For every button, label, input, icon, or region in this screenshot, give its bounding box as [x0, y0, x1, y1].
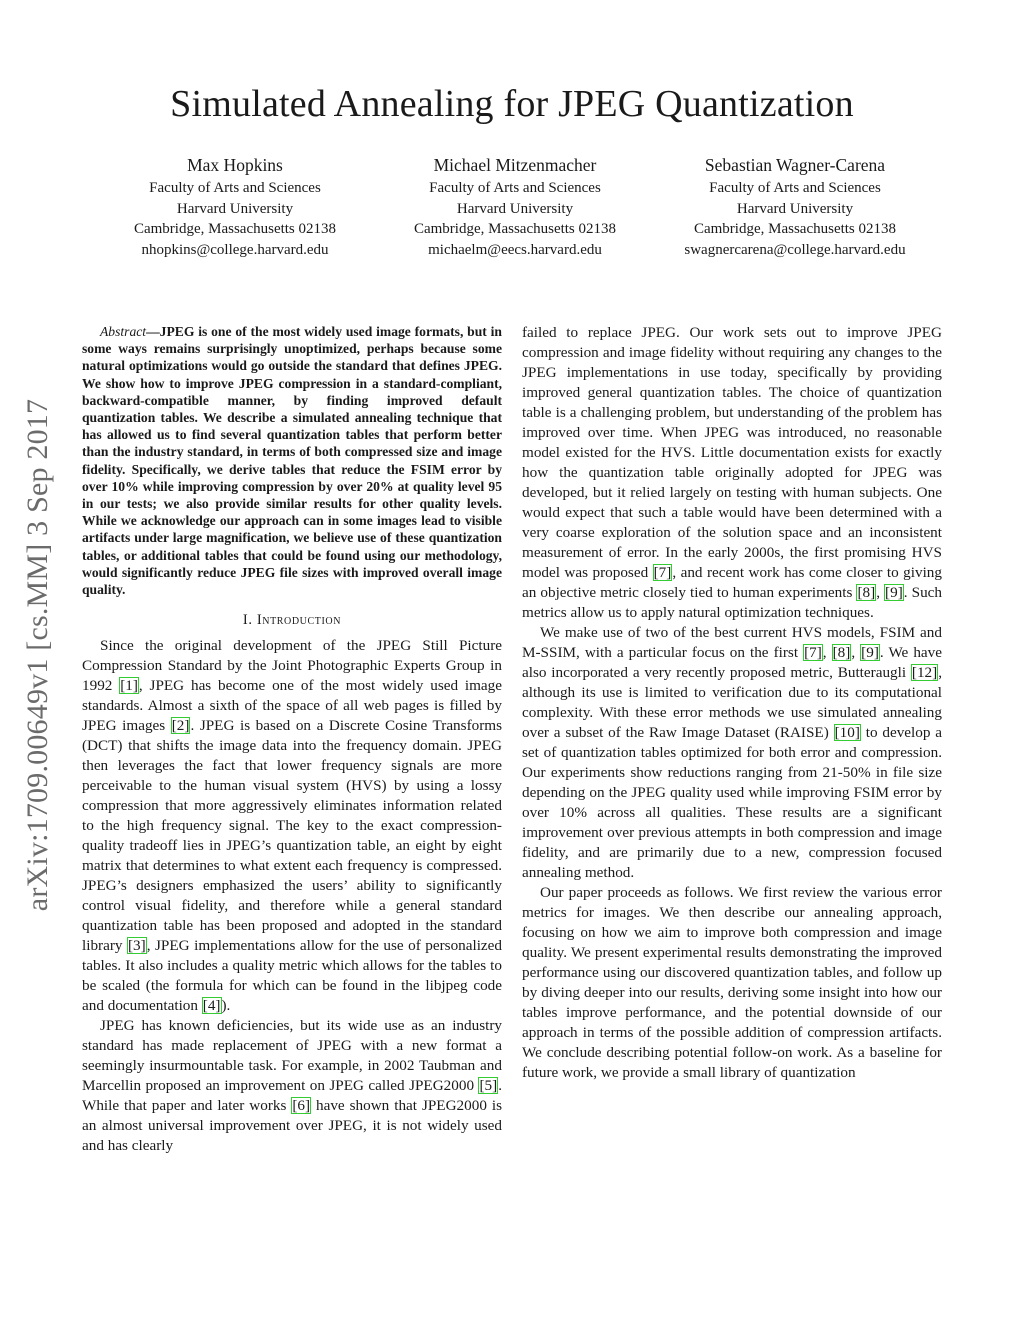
author-name: Michael Mitzenmacher	[433, 155, 597, 175]
author-university: Harvard University	[736, 200, 854, 217]
author-3	[655, 152, 935, 260]
intro-paragraph-2	[82, 1016, 502, 1156]
citation-link[interactable]: [1]	[120, 677, 138, 695]
citation-link[interactable]: [7]	[653, 564, 672, 581]
section-number: I.	[242, 612, 253, 629]
author-name: Sebastian Wagner-Carena	[704, 155, 886, 175]
citation-link[interactable]: [12]	[911, 664, 938, 681]
text-run: , JPEG has become one of the most widely used image standards. Almost a sixth of the space of all web pages is filled by JPEG images	[82, 677, 502, 735]
citation-link[interactable]: [9]	[861, 644, 879, 661]
author-2	[375, 152, 655, 260]
text-run: ,	[822, 644, 832, 661]
section-heading	[82, 610, 502, 630]
citation-link[interactable]: [8]	[832, 644, 851, 661]
text-run: ,	[851, 644, 861, 661]
text-run: Since the original development of the JPEG Still Picture Compression Standard by the Joint Photographic Experts Group in 1992	[82, 637, 502, 695]
author-email: nhopkins@college.harvard.edu	[141, 241, 329, 258]
citation-link[interactable]: [9]	[885, 584, 903, 601]
intro-paragraph-5: Our paper proceeds as follows. We first review the various error metrics for images. We then describe our annealing approach, focusing on how we aim to improve both compression and image quality. We present experimental results demonstrating the improved performance using our discovered quantization tables, and follow up by diving deeper into our results, deriving some insight into how our tables improve performance, and the potential downside of our approach in terms of the possible addition of compression artifacts. We conclude describing potential follow-on work. As a baseline for future work, we provide a small library of quantization	[522, 884, 942, 1081]
citation-link[interactable]: [6]	[292, 1097, 311, 1115]
text-run: to develop a set of quantization tables optimized for both error and compression. Our experiments show reductions ranging from 21-50% in file size depending on the JPEG quality used while improving FSIM error by over 10% across all qualities. These results are a significant improvement over previous attempts in both compression and image fidelity, and are primarily due to a new, compression focused annealing method.	[522, 724, 942, 881]
abstract-text: —JPEG is one of the most widely used image formats, but in some ways remains surprisingly unoptimized, perhaps because some natural optimizations would go outside the standard that defines JPEG. We show how to improve JPEG compression in a standard-compliant, backward-compatible manner, by finding improved default quantization tables. We describe a simulated annealing technique that has allowed us to find several quantization tables that perform better than the industry standard, in terms of both compressed size and image fidelity. Specifically, we derive tables that reduce the FSIM error by over 10% while improving compression by over 20% at quality level 95 in our tests; we also provide similar results for other quality levels. While we acknowledge our approach can in some images lead to visible artifacts under large magnification, we believe use of these quantization tables, or additional tables that could be found using our methodology, would significantly reduce JPEG file sizes with improved overall image quality.	[82, 324, 502, 598]
author-address: Cambridge, Massachusetts 02138	[413, 221, 617, 237]
abstract	[82, 323, 502, 598]
section-title: Introduction	[256, 612, 342, 629]
text-run: , JPEG implementations allow for the use of personalized tables. It also includes a quality metric which allows for the tables to be scaled (the formula for which can be found in the libjpeg code and documentation	[82, 937, 503, 1015]
citation-link[interactable]: [8]	[857, 584, 876, 601]
citation-link[interactable]: [5]	[479, 1077, 498, 1095]
text-run: have shown that JPEG2000 is an almost universal improvement over JPEG, it is not widely used and has clearly	[82, 1097, 502, 1155]
abstract-label: Abstract	[100, 324, 147, 339]
author-university: Harvard University	[176, 200, 294, 217]
intro-paragraph-4	[522, 623, 942, 883]
author-block	[95, 152, 935, 260]
arxiv-sidebar	[12, 350, 64, 960]
author-1	[95, 152, 375, 260]
left-column	[82, 323, 502, 1156]
author-email: swagnercarena@college.harvard.edu	[684, 241, 906, 258]
citation-link[interactable]: [2]	[171, 717, 190, 735]
author-university: Harvard University	[456, 200, 574, 217]
intro-paragraph-1	[82, 636, 502, 1016]
citation-link[interactable]: [3]	[128, 937, 146, 955]
citation-link[interactable]: [10]	[834, 724, 860, 741]
text-run: , although its use is limited to verification due to its computational complexity. With these error methods we use simulated annealing over a subset of the Raw Image Dataset (RAISE)	[522, 664, 942, 741]
text-run: We make use of two of the best current HVS models, FSIM and M-SSIM, with a particular focus on the first	[522, 624, 942, 661]
text-run: . JPEG is based on a Discrete Cosine Transforms (DCT) that shifts the image data into the frequency domain. JPEG then leverages the fact that lower frequency signals are more perceivable to the human visual system (HVS) by using a lossy compression that more aggressively eliminates information related to the high frequency signal. The key to the exact compression-quality tradeoff lies in JPEG’s quantization table, an eight by eight matrix that determines to what extent each frequency is compressed. JPEG’s designers emphasized the users’ ability to significantly control visual fidelity, and therefore while a general standard quantization table has been proposed and adopted in the standard library	[82, 717, 502, 955]
text-run: , and recent work has come closer to giving an objective metric closely tied to human experiments	[522, 564, 942, 601]
author-address: Cambridge, Massachusetts 02138	[693, 221, 897, 237]
author-affiliation: Faculty of Arts and Sciences	[149, 180, 321, 196]
paper-title: Simulated Annealing for JPEG Quantization	[170, 83, 854, 125]
text-run: . We have also incorporated a very recently proposed metric, Butteraugli	[522, 644, 942, 681]
right-column	[522, 323, 942, 1083]
text-run: ).	[221, 997, 231, 1015]
arxiv-identifier: arXiv:1709.00649v1 [cs.MM] 3 Sep 2017	[21, 398, 54, 912]
text-run: . Such metrics allow us to apply natural optimization techniques.	[522, 584, 942, 621]
citation-link[interactable]: [4]	[202, 997, 221, 1015]
citation-link[interactable]: [7]	[804, 644, 822, 661]
author-email: michaelm@eecs.harvard.edu	[428, 241, 602, 258]
text-run: . While that paper and later works	[82, 1077, 502, 1115]
author-affiliation: Faculty of Arts and Sciences	[709, 180, 881, 196]
intro-paragraph-3	[522, 323, 942, 623]
author-name: Max Hopkins	[187, 155, 283, 175]
text-run: JPEG has known deficiencies, but its wide use as an industry standard has made replacement of JPEG with a new format a seemingly insurmountable task. For example, in 2002 Taubman and Marcellin proposed an improvement on JPEG called JPEG2000	[82, 1017, 502, 1095]
author-affiliation: Faculty of Arts and Sciences	[429, 180, 601, 196]
author-address: Cambridge, Massachusetts 02138	[133, 221, 337, 237]
text-run: failed to replace JPEG. Our work sets out to improve JPEG compression and image fidelity without requiring any changes to the JPEG implementations in use today, specifically by providing improved general quantization tables. The choice of quantization table is a challenging problem, but understanding of the problem has improved over time. When JPEG was introduced, no reasonable model existed for the HVS. Little documentation exists for exactly how the quantization table originally adopted for JPEG was developed, but it relied largely on testing with human subjects. One would expect that such a table would have been determined with a very coarse exploration of the solution space and an inconsistent measurement of error. In the early 2000s, the first promising HVS model was proposed	[522, 324, 942, 581]
text-run: ,	[876, 584, 885, 601]
